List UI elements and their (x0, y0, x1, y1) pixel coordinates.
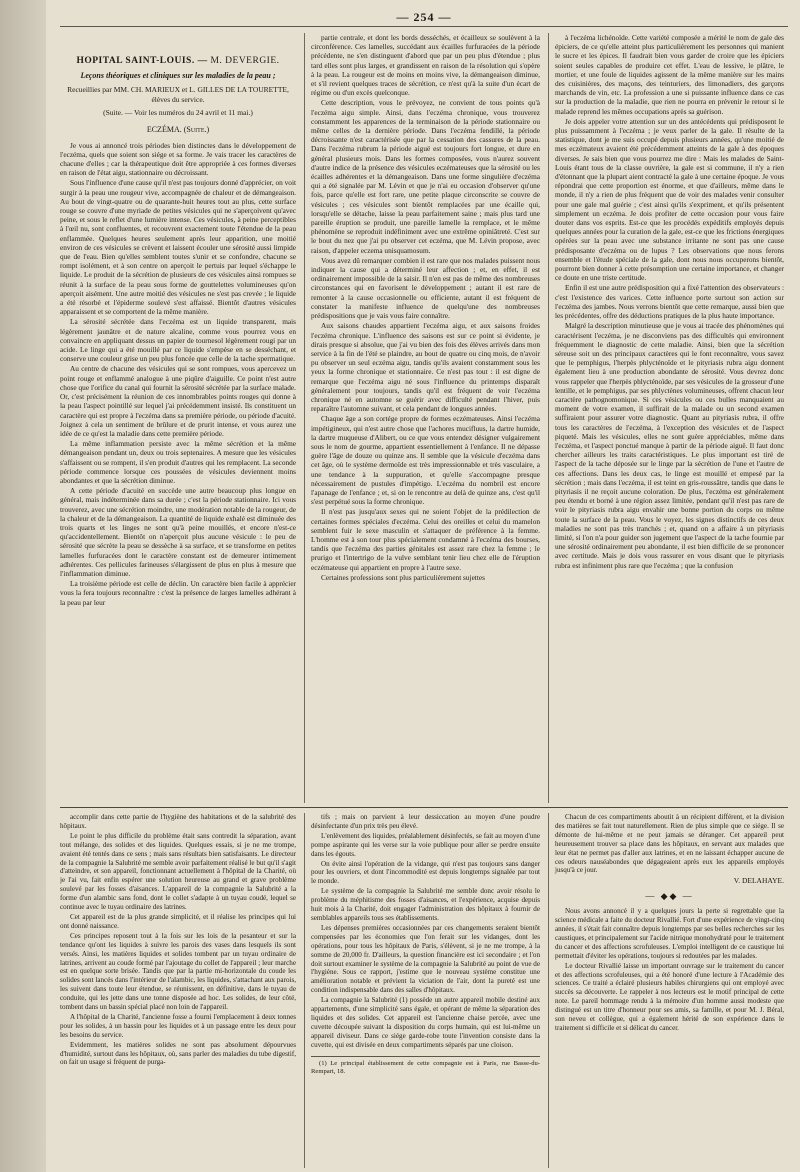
article-author: M. DEVERGIE. (210, 56, 280, 66)
lower-column-3 (548, 813, 784, 1168)
column-2 (304, 33, 540, 803)
paragraph: Chacun de ces compartiments aboutit à un récipient différent, et la division des matières se fait tout naturellement. Rien de plus simple que ce siége. Il se démonte de lui-même et ne peut jamais se déranger. Cet appareil peut heureusement trouver sa place dans les hôpitaux, en servant aux malades que leur état ne permet pas d'aller aux latrines, et en ne laissant échapper aucune de ces odeurs nauséabondes que dégageaient après eux les appareils employés jusqu'à ce jour. (555, 813, 784, 875)
paragraph: Nous avons annoncé il y a quelques jours la perte si regrettable que la science médicale a faite du docteur Rivallié. Fort d'une expérience de vingt-cinq années, il s'était fait connaître depuis longtemps par ses belles recherches sur les caustiques, et principalement sur l'acide nitrique monohydraté pour le traitement du cancer et des affections scrofuleuses. L'emploi intelligent de ce caustique lui permettait d'éviter les opérations, toujours si redoutées par les malades. (555, 907, 784, 960)
paragraph: accomplir dans cette partie de l'hygiène des habitations et de la salubrité des hôpitaux. (60, 813, 296, 830)
collected-by: Recueillies par MM. CH. MARIEUX et L. GILLES DE LA TOURETTE, élèves du service. (67, 85, 289, 104)
footnote: (1) Le principal établissement de cette compagnie est à Paris, rue Basse-du-Rempart, 18. (311, 1056, 540, 1076)
lower-column-1-body (60, 813, 296, 1067)
paragraph: Ces principes reposent tout à la fois sur les lois de la pesanteur et sur la tendance qu'ont les liquides à suivre les parois des vases dans lesquels ils sont versés. Ainsi, les matières liquides et solides tombent par un tuyau ordinaire de latrines, arrivent au coude formé par l'ajoutage du collet de l'appareil ; leur marche est en quelque sorte brisée. Tandis que par la partie mi-horizontale du coude les solides sont lancés dans l'intérieur de l'alambic, les liquides, s'attachant aux parois, les suivent dans toute leur étendue, se réunissent, en définitive, dans le tuyau de conduite, qui les jette dans une tonne disposée ad hoc. Les solides, de leur côté, tombent dans un bassin spécial placé non loin de l'appareil. (60, 931, 296, 1012)
page-number: — 254 — (396, 10, 452, 24)
paragraph: La même inflammation persiste avec la même sécrétion et la même démangeaison pendant un, deux ou trois septenaires. A mesure que les vésicules s'affaissent ou se rompent, il s'en produit d'autres qui les remplacent. La seconde période commence lorsque ces poussées de vésicules deviennent moins abondantes et que la sécrétion diminue. (60, 439, 296, 485)
lower-column-3-body-a (555, 813, 784, 875)
column-3-body (555, 33, 784, 570)
continued-notice: (Suite. — Voir les numéros du 24 avril et 11 mai.) (103, 108, 253, 118)
paragraph: Les dépenses premières occasionnées par ces changements seraient bientôt compensées par les économies que l'on ferait sur les vidanges, dont les opérations, pour tous les hôpitaux de Paris, s'élèvent, si je ne me trompe, à la somme de 20,000 fr. D'ailleurs, la question financière est ici secondaire ; et l'on doit surtout examiner le système de la compagnie la Salubrité au point de vue de l'hygiène. Sous ce rapport, j'estime que le nouveau système constitue une amélioration notable et prévient la viciation de l'air, dont la pureté est une condition indispensable dans des salles d'hôpitaux. (311, 923, 540, 995)
column-1-body (60, 141, 296, 607)
paragraph: Cette description, vous le prévoyez, ne convient de tous points qu'à l'eczéma aigu simple. Ainsi, dans l'eczéma chronique, vous trouverez constamment les apparences de la terminaison de la période stationnaire ou même celles de la dernière période. Dans l'eczéma fendillé, la période décroissante n'est caractérisée que par la cessation des cassures de la peau. Dans l'eczéma rubrum la période aiguë est toujours fort longue, et dure en général plusieurs mois. Dans les formes composées, vous n'aurez souvent d'autre indice de la présence des vésicules eczémateuses que la sérosité ou les écailles adhérentes et la démangeaison. Dans une forme singulière d'eczéma qui a été signalée par M. Lévin et que je n'ai eu occasion d'observer qu'une fois, parce qu'elle est fort rare, une petite plaque circonscrite se couvre de vésicules ; ces vésicules sont bientôt remplacées par une écaille qui, lorsqu'elle se détache, laisse la peau parfaitement saine ; mais plus tard une pareille éruption se produit, une pareille lamelle la remplace, et le même phénomène se reproduit indéfiniment avec une extrême opiniâtreté. C'est sur le bout du nez que j'ai pu observer cet eczéma, que M. Lévin propose, avec raison, d'appeler eczema unisquamosum. (311, 98, 540, 255)
lower-columns (60, 813, 788, 1168)
paragraph: Chaque âge a son cortége propre de formes eczémateuses. Ainsi l'eczéma impétigineux, qui n'est autre chose que l'achores mucifluus, la dartre humide, la dartre muqueuse d'Alibert, ou ce que vous entendez désigner vulgairement sous le nom de gourme, appartient essentiellement à l'enfance. Il ne dépasse guère l'âge de douze ou quinze ans. Il semble que la vésicule d'eczéma dans cet âge, où le système dermoïde est très impressionnable et très vasculaire, a une tendance à la suppuration, et qu'elle s'accompagne presque nécessairement de pustules d'impétigo. L'eczéma du nombril est encore l'apanage de l'enfance ; et, si on le rencontre au delà de quinze ans, c'est qu'il s'est perpétué sous la forme chronique. (311, 414, 540, 507)
section-subtitle: ECZÉMA. (Suite.) (146, 125, 210, 135)
author-signature: V. DELAHAYE. (733, 876, 784, 886)
paragraph: On évite ainsi l'opération de la vidange, qui n'est pas toujours sans danger pour les ouvriers, et dont l'incommodité est depuis longtemps signalée par tout le monde. (311, 859, 540, 886)
lecture-heading: Leçons théoriques et cliniques sur les maladies de la peau ; (80, 71, 276, 81)
paragraph: L'enlèvement des liquides, préalablement désinfectés, se fait au moyen d'une pompe aspirante qui les verse sur la voie publique pour aller se perdre ensuite dans les égouts. (311, 831, 540, 858)
column-2-body (311, 33, 540, 582)
paragraph: Je dois appeler votre attention sur un des antécédents qui prédisposent le plus puissamment à l'eczéma ; je veux parler de la gale. Il résulte de la statistique, dont je me suis occupé depuis plusieurs années, qu'une moitié de mes eczémateux avaient été précédemment atteints de la gale à des époques diverses. Je sais bien que vous pourrez me dire : Mais les malades de Saint-Louis étant tous de la classe ouvrière, la gale est si commune, il n'y a rien d'étonnant que la plupart aient contracté la gale à une certaine époque. Je vous répondrai que cette proportion est énorme, et que d'ailleurs, même dans le monde, il n'y a rien de plus fréquent que de voir des malades venir consulter pour une gale mal guérie ; c'est ainsi qu'ils s'expriment, et qu'ils présentent simplement un eczéma. Je dois profiter de cette occasion pour vous faire douter dans vos esprits. Est-ce que les procédés expéditifs employés depuis quelques années pour la curation de la gale, est-ce que les frictions énergiques opérées sur la peau avec une substance irritante ne sont pas une cause prédisposante d'eczéma ou de lupus ? Les observations que nous ferons ensemble et l'étude spéciale de la gale, dont nous nous occuperons bientôt, pourront bien donner à cette présomption une certaine importance, et changer ce doute en une triste certitude. (555, 116, 784, 283)
lower-column-2 (304, 813, 540, 1168)
article-title-text: HOPITAL SAINT-LOUIS. — (76, 56, 208, 66)
paragraph: Cet appareil est de la plus grande simplicité, et il réalise les principes qui lui ont donné naissance. (60, 912, 296, 930)
paragraph: tifs ; mais on parvient à leur dessiccation au moyen d'une poudre désinfectante d'un prix très peu élevé. (311, 813, 540, 830)
paragraph: partie centrale, et dont les bords desséchés, et écailleux se soulèvent à la circonférence. Ces lamelles, succédant aux écailles furfuracées de la période précédente, ne s'en distinguent d'abord que par un peu plus d'étendue ; plus tard elles sont plus larges, et grandissent en raison de la résolution qui s'opère à la peau. La rougeur est de moins en moins vive, la démangeaison diminue, et s'il revient quelques traces de sécrétion, ce n'est qu'à la suite d'un écart de régime ou d'un excès quelconque. (311, 33, 540, 98)
paragraph: Certaines professions sont plus particulièrement sujettes (321, 572, 485, 582)
paragraph: A cette période d'acuité en succède une autre beaucoup plus longue en général, mais indéterminée dans sa durée ; c'est la période stationnaire. Ici vous trouverez, avec une sécrétion moindre, une modération notable de la rougeur, de la chaleur et de la démangeaison. La quantité de liquide exhalé est diminuée des trois quarts et les linges ne sont qu'à peine mouillés, et encore n'est-ce qu'accidentellement. Bientôt on n'aperçoit plus aucune vésicule : le peu de sérosité que sécrète la peau se dessèche à sa surface, et se transforme en petites lamelles furfuracées dont le caractère constant est de demeurer intimement adhérentes. Ces pellicules farineuses s'élargissent de plus en plus à mesure que l'inflammation diminue. (60, 486, 296, 578)
paragraph: Evidemment, les matières solides ne sont pas absolument dépourvues d'humidité, surtout dans les hôpitaux, où, sans parler des maladies du tube digestif, on fait un usage si fréquent de purga- (60, 1040, 296, 1067)
paragraph: Malgré la description minutieuse que je vous ai tracée des phénomènes qui caractérisent l'eczéma, je ne disconviens pas des difficultés qui environnent fréquemment le diagnostic de cette maladie. Ainsi, bien que la sécrétion séreuse soit un des principaux caractères qui le font reconnaître, vous savez que le pemphigus, l'herpès phlycténoïde et le pityriasis rubra aigu donnent également lieu à une production abondante de sérosité. Vous devrez donc vous rappeler que l'herpès phlycténoïde, par ses vésicules de la grosseur d'une lentille, et le pemphigus, par ses phlyctènes volumineuses, offrent chacun leur caractère pathognomonique. Si ces vésicules ou ces bulles manquaient au moment de votre examen, il suffirait de la malade ou un second examen suffiraient pour assurer votre diagnostic. Quant au pityriasis rubra, il offre tous les caractères de l'eczéma, à l'exception des vésicules et de l'aspect piqueté. Mais les vésicules, elles ne sont guère appréciables, même dans l'eczéma, et l'aspect ponctué manque à partir de la période aiguë. Il faut donc chercher ailleurs les traits caractéristiques. Le plus important est tiré de l'aspect de la tache déposée sur le linge par la sécrétion de l'une et l'autre de ces affections. Dans les deux cas, le linge est mouillé et empesé par la sécrétion ; mais dans l'eczéma, il est teint en gris-roussâtre, tandis que dans le pityriasis il ne reçoit aucune coloration. De plus, l'eczéma est généralement peu étendu et borné à une région assez limitée, pendant qu'il n'est pas rare de voir le pityriasis rubra aigu envahir une bonne portion du corps ou même toute la surface de la peau. Vous le voyez, les signes distinctifs de ces deux maladies ne sont pas très tranchés ; et, quand on a affaire à un pityriasis limité, si l'on n'a pour guider son jugement que l'aspect de la tache fournie par une sérosité ordinairement peu abondante, il est bien difficile de se prononcer avec certitude. Mais je dois vous rassurer en vous disant que le pityriasis rubra est infiniment plus rare que l'eczéma ; que la confusion (555, 321, 784, 570)
paragraph: Au centre de chacune des vésicules qui se sont rompues, vous apercevez un point rouge et enflammé analogue à une piqûre d'aiguille. Ce point n'est autre chose que l'orifice du canal qui fournit la sérosité sécrétée par la surface malade. Or, c'est précisément la réunion de ces innombrables points rouges qui donne à la peau l'aspect pointillé sur lequel j'ai précédemment insisté. Ils constituent un caractère qui est propre à l'eczéma dans sa première période, ou période d'acuité. Joignez à cela un sentiment de brûlure et de prurit intense, et vous aurez une idée de ce qu'est la maladie dans cette première période. (60, 364, 296, 438)
upper-columns (60, 33, 788, 803)
page-header (60, 8, 788, 27)
paragraph: Enfin il est une autre prédisposition qui a fixé l'attention des observateurs : c'est l'existence des varices. Cette influence porte surtout son action sur l'eczéma des jambes. Nous verrons bientôt que cette remarque, aussi bien que les précédentes, offre des déductions pratiques de la plus haute importance. (555, 283, 784, 321)
paragraph: à l'eczéma lichénoïde. Cette variété composée a mérité le nom de gale des épiciers, de ce qu'elle atteint plus particulièrement les personnes qui manient le sucre et les épices. Il faudrait bien vous garder de croire que les épiciers soient seules capables de produire cet effet. L'eau de lessive, le plâtre, le mortier, et une foule de liquides agissent de la même manière sur les mains des cuisinières, des maçons, des teinturiers, des limonadiers, des garçons marchands de vin, etc. La profession a une si puissante influence dans ce cas sur la production de la maladie, que rien ne pourra en prévenir le retour si le malade reprend les mêmes occupations après sa guérison. (555, 33, 784, 116)
lower-column-2-body (311, 813, 540, 1050)
paragraph: Vous avez dû remarquer combien il est rare que nos malades puissent nous indiquer la cause qui a déterminé leur affection ; et, en effet, il est ordinairement impossible de la saisir. Il n'en est pas de même des nombreuses circonstances qui en favorisent le développement ; autant il est rare de remonter à la cause occasionnelle ou efficiente, autant il est fréquent de constater la manifeste influence de quelqu'une des nombreuses prédispositions que je vais vous faire connaître. (311, 255, 540, 321)
paragraph: A l'hôpital de la Charité, l'ancienne fosse a fourni l'emplacement à deux tonnes pour les solides, à un bassin pour les liquides et à un passage entre les deux pour les besoins du service. (60, 1012, 296, 1039)
paragraph: Le système de la compagnie la Salubrité me semble donc avoir résolu le problème du méphitisme des fosses d'aisances, et l'expérience, acquise depuis huit mois à la Charité, doit engager l'administration des hôpitaux à fournir de semblables appareils tous ses établissements. (311, 887, 540, 922)
paragraph: Je vous ai annoncé trois périodes bien distinctes dans le développement de l'eczéma, quels que soient son siége et sa forme. Je vais tracer les caractères de chacune d'elles ; car la thérapeutique doit être appropriée à ces formes diverses en raison de l'état aigu, stationnaire ou décroissant. (60, 140, 296, 178)
column-3 (548, 33, 784, 803)
lower-column-1 (60, 813, 296, 1168)
column-1 (60, 33, 296, 803)
paragraph: Le point le plus difficile du problème était sans contredit la séparation, avant tout mélange, des solides et des liquides. Quelques essais, si je ne me trompe, avaient été tentés dans ce sens ; mais sans résultats bien satisfaisants. Le directeur de la compagnie la Salubrité me semble avoir parfaitement réalisé le but qu'il s'agit d'atteindre, et son appareil, fonctionnant actuellement à l'hôpital de la Charité, où je l'ai vu, fait enfin espérer une solution heureuse au grand et grave problème soulevé par les fosses d'aisances. L'appareil de la compagnie la Salubrité a la forme d'un alambic sans fond, dont le collet s'adapte à un tuyau coudé, lequel se continue avec le tuyau ordinaire des latrines. (60, 831, 296, 912)
paragraph: Aux saisons chaudes appartient l'eczéma aigu, et aux saisons froides l'eczéma chronique. L'influence des saisons est sur ce point si évidente, je dirais presque si absolue, que j'ai vu bien des fois des élèves arrivés dans mon service à la fin de l'été se plaindre, au bout de quatre ou cinq mois, de n'avoir pu observer un seul eczéma aigu, tandis qu'ils avaient constamment sous les yeux la forme chronique et stationnaire. Ce n'est pas tout : il est digne de remarque que l'eczéma aigu né sous l'influence du printemps disparaît généralement pour toujours, tandis qu'il est fréquent de voir l'eczéma chronique né en automne se guérir avec difficulté pendant l'hiver, puis reparaître l'automne suivant, et cela pendant de longues années. (311, 321, 540, 414)
paragraph: Il n'est pas jusqu'aux sexes qui ne soient l'objet de la prédilection de certaines formes spéciales d'eczéma. Celui des oreilles et celui du mamelon semblent fuir le sexe masculin et s'attaquer de préférence à la femme. L'homme est à son tour plus spécialement condamné à l'eczéma des bourses, tandis que l'eczéma des parties génitales est assez rare chez la femme ; le prurigo et l'intertrigo de la vulve semblant tenir lieu chez elle de l'éruption eczémateuse qui appartient en propre à l'autre sexe. (311, 507, 540, 572)
paragraph: Le docteur Rivallié laisse un important ouvrage sur le traitement du cancer et des affections scrofuleuses, qui a été honoré d'une lecture à l'Académie des sciences. Ce traité a éclairé plusieurs habiles chirurgiens qui ont employé avec succès sa découverte. Le rappeler à nos lecteurs est le motif principal de cette note. Le pareil hommage rendu à la mémoire d'un homme aussi modeste que distingué est un titre d'honneur pour ses amis, sa famille, et pour M. J. Béral, son neveu et collègue, qui a également hérité de son expérience dans le traitement si difficile et si délicat du cancer. (555, 961, 784, 1032)
article-title (60, 57, 296, 66)
paragraph: La troisième période est celle de déclin. Un caractère bien facile à apprécier vous la fera toujours reconnaître : c'est la présence de larges lamelles adhérant à la peau par leur (60, 579, 296, 607)
paragraph: La compagnie la Salubrité (1) possède un autre appareil mobile destiné aux appartements, d'une simplicité sans égale, et opérant de même la séparation des liquides et des solides. Cet appareil est l'ancienne chaise percée, avec une cuvette découpée suivant la disposition du corps humain, qui est lui-même un appareil diviseur. Dans ce siége garde-robe toute l'invention consiste dans la cuvette, qui est divisée en deux compartiments séparés par une cloison. (311, 996, 540, 1049)
paragraph: La sérosité sécrétée dans l'eczéma est un liquide transparent, mais légèrement jaunâtre et de nature alcaline, comme vous pourrez vous en convaincre en appliquant dessus un papier de tournesol légèrement rougi par un acide. Le linge qui a été mouillé par ce liquide s'empèse en se desséchant, et conserve une couleur grise un peu plus foncée que celle de la tache spermatique. (60, 317, 296, 364)
ornament-divider: — ◆◆ — (645, 891, 694, 902)
paragraph: Sous l'influence d'une cause qu'il n'est pas toujours donné d'apprécier, on voit surgir à la peau une rougeur vive, accompagnée de chaleur et de démangeaison. Au bout de vingt-quatre ou de quarante-huit heures tout au plus, cette surface rouge se couvre d'une myriade de petites vésicules qui ne s'aperçoivent qu'avec peine, et sous le reflet d'une lumière intense. Ces vésicules, à peine perceptibles à l'œil nu, sont confluentes, et recouvrent exactement toute l'étendue de la peau enflammée. Quelques heures seulement après leur apparition, une moitié environ de ces vésicules se crèvent et laissent écouler une sérosité aussi limpide que de l'eau. Bien qu'elles semblent toutes s'unir et se confondre, chacune se rompt isolément, et à son centre on aperçoit le pertuis par lequel s'échappe le liquide. Le produit de la sécrétion de plusieurs de ces vésicules ainsi rompues se réunit à la surface de la peau sous forme de gouttelettes volumineuses qu'on aperçoit aisément. Une autre moitié des vésicules ne s'est pas crevée ; le liquide a été résorbé et l'épiderme soulevé s'est affaissé. Bientôt d'autres vésicules apparaissent et se comportent de la même manière. (60, 178, 296, 317)
section-divider (60, 807, 788, 808)
lower-column-3-body-b (555, 907, 784, 1033)
